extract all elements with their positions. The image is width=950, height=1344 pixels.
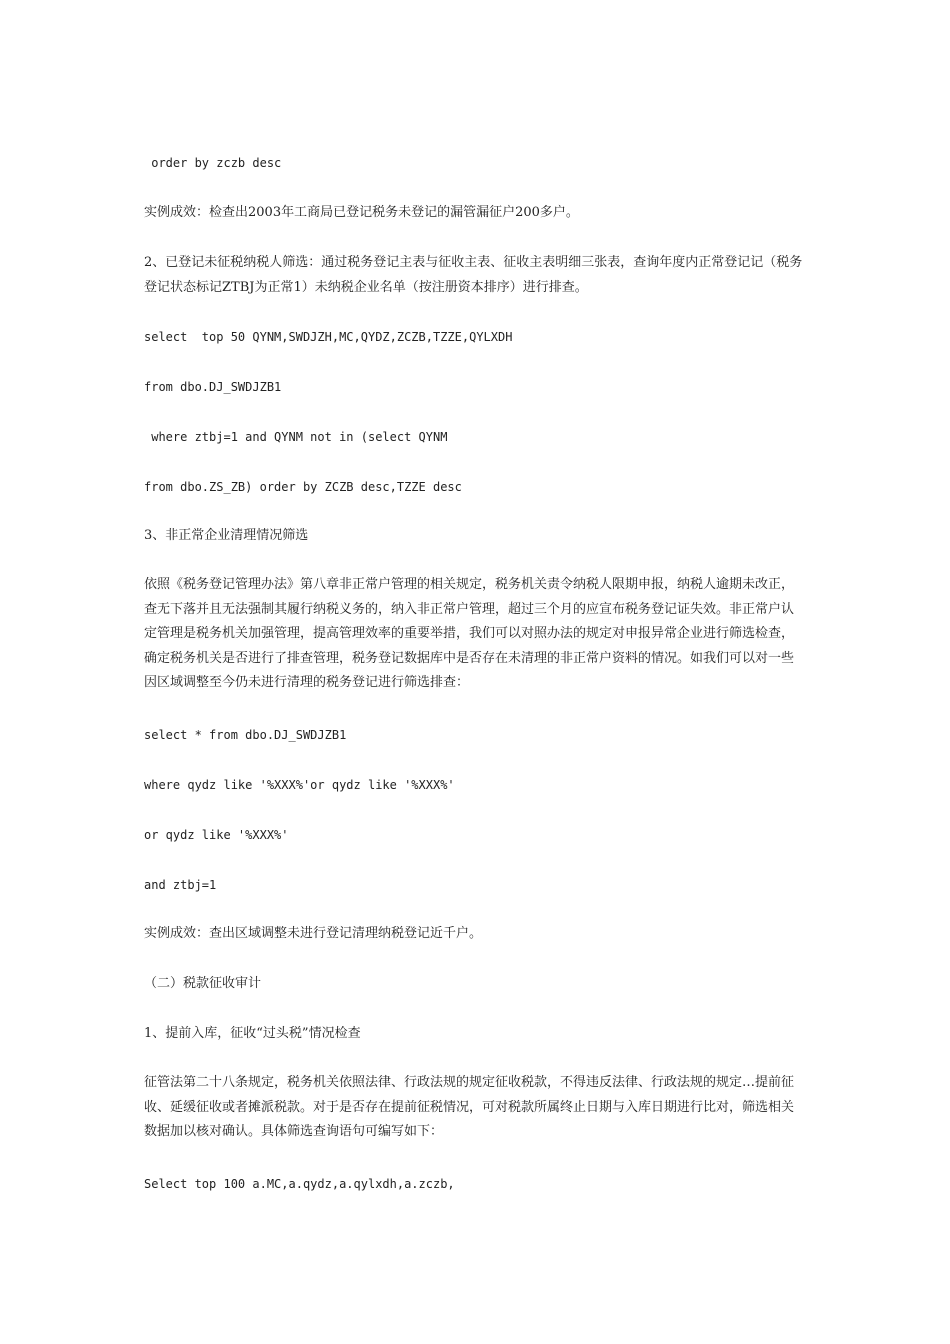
code-line: from dbo.DJ_SWDJZB1 [144, 380, 282, 394]
code-line: and ztbj=1 [144, 878, 217, 892]
code-line: where ztbj=1 and QYNM not in (select QYNM [144, 430, 448, 444]
code-line: or qydz like '%XXX%' [144, 828, 289, 842]
code-line: order by zczb desc [144, 156, 282, 170]
paragraph: 2、已登记未征税纳税人筛选：通过税务登记主表与征收主表、征收主表明细三张表，查询年度内正常登记记（税务登记状态标记ZTBJ为正常1）未纳税企业名单（按注册资本排序）进行排查。 [144, 255, 803, 295]
section-heading: 3、非正常企业清理情况筛选 [144, 528, 309, 543]
code-line: select top 50 QYNM,SWDJZH,MC,QYDZ,ZCZB,TZZE,QYLXDH [144, 330, 513, 344]
code-line: Select top 100 a.MC,a.qydz,a.qylxdh,a.zczb, [144, 1177, 455, 1191]
section-heading: （二）税款征收审计 [144, 976, 262, 991]
paragraph: 实例成效：检查出2003年工商局已登记税务未登记的漏管漏征户200多户。 [144, 205, 579, 220]
section-heading: 1、提前入库，征收“过头税”情况检查 [144, 1026, 361, 1041]
paragraph: 依照《税务登记管理办法》第八章非正常户管理的相关规定，税务机关责令纳税人限期申报，纳税人逾期未改正，查无下落并且无法强制其履行纳税义务的，纳入非正常户管理，超过三个月的应宣布税务登记证失效。非正常户认定管理是税务机关加强管理，提高管理效率的重要举措，我们可以对照办法的规定对申报异常企业进行筛选检查，确定税务机关是否进行了排查管理，税务登记数据库中是否存在未清理的非正常户资料的情况。如我们可以对一些因区域调整至今仍未进行清理的税务登记进行筛选排查： [144, 577, 795, 690]
paragraph: 实例成效：查出区域调整未进行登记清理纳税登记近千户。 [144, 926, 483, 941]
code-line: from dbo.ZS_ZB) order by ZCZB desc,TZZE desc [144, 480, 462, 494]
code-line: select * from dbo.DJ_SWDJZB1 [144, 728, 347, 742]
paragraph: 征管法第二十八条规定，税务机关依照法律、行政法规的规定征收税款，不得违反法律、行政法规的规定…提前征收、延缓征收或者摊派税款。对于是否存在提前征税情况，可对税款所属终止日期与入库日期进行比对，筛选相关数据加以核对确认。具体筛选查询语句可编写如下： [144, 1075, 795, 1139]
code-line: where qydz like '%XXX%'or qydz like '%XXX%' [144, 778, 455, 792]
